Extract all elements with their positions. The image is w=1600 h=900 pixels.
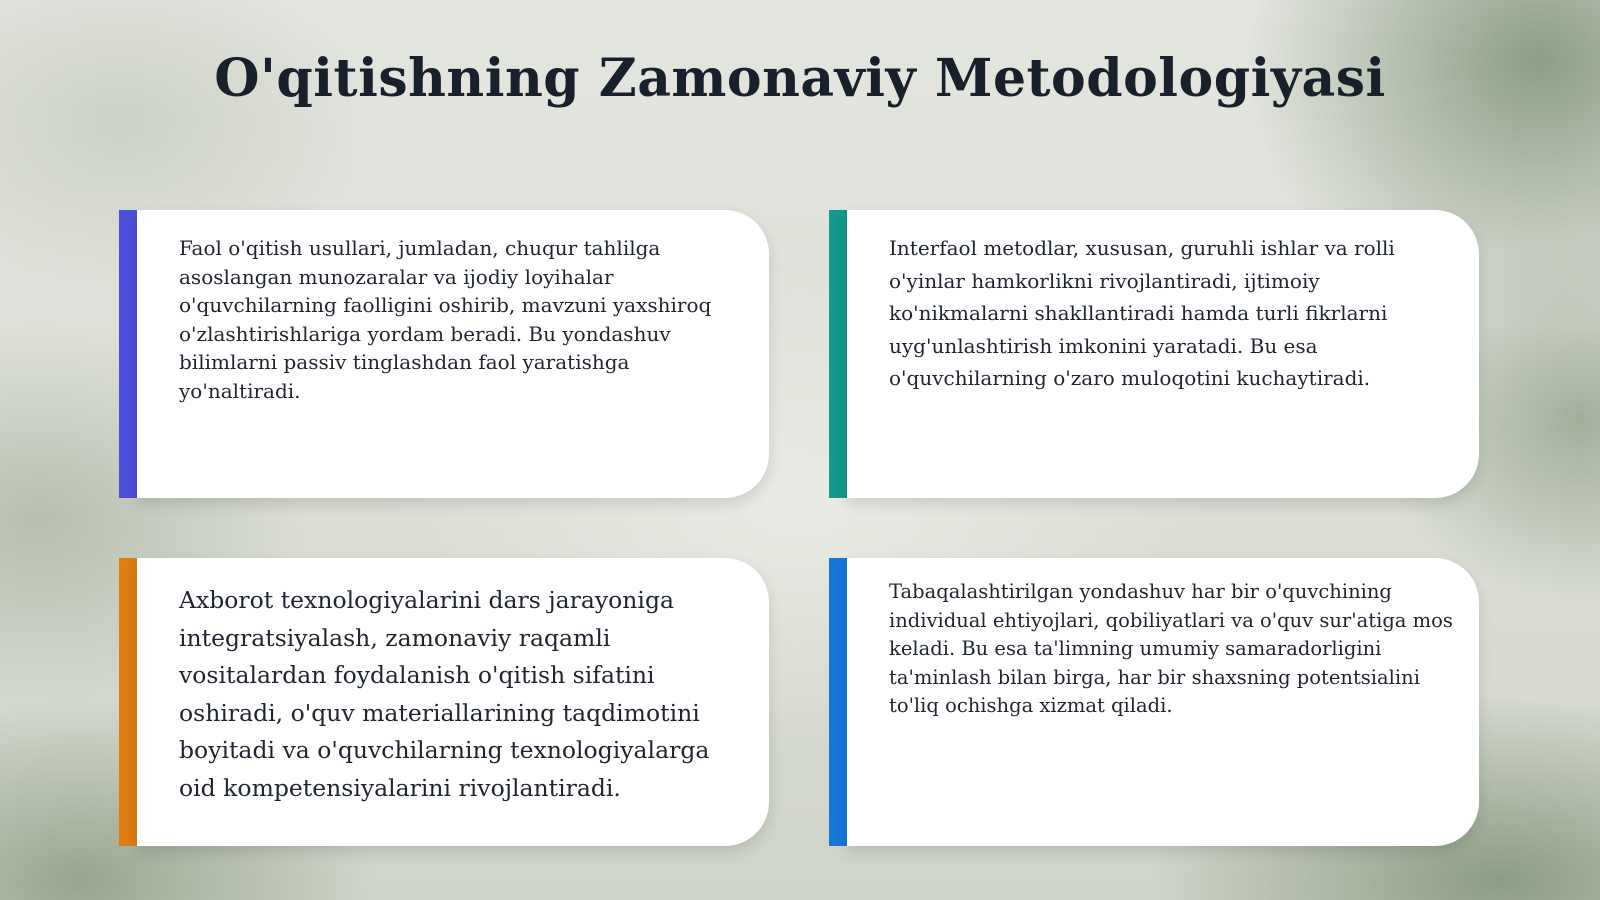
card-accent-bar — [119, 210, 137, 498]
card-panel — [847, 558, 1479, 846]
card-text: Tabaqalashtirilgan yondashuv har bir o'quvchining individual ehtiyojlari, qobiliyatlari va o'quv sur'atiga mos keladi. Bu esa ta'limning umumiy samaradorligini ta'minlash bilan birga, har bir shaxsning potentsialini to'liq ochishga xizmat qiladi. — [889, 580, 1453, 717]
slide-title: O'qitishning Zamonaviy Metodologiyasi — [214, 48, 1386, 109]
card-accent-bar — [119, 558, 137, 846]
card-accent-bar — [829, 558, 847, 846]
method-card-interactive-methods — [829, 210, 1479, 498]
method-card-differentiated-approach — [829, 558, 1479, 846]
card-text: Faol o'qitish usullari, jumladan, chuqur tahlilga asoslangan munozaralar va ijodiy loyihalar o'quvchilarning faolligini oshirib, mavzuni yaxshiroq o'zlashtirishlariga yordam beradi. Bu yondashuv bilimlarni passiv tinglashdan faol yaratishga yo'naltiradi. — [179, 236, 712, 403]
card-panel — [847, 210, 1479, 498]
card-text: Interfaol metodlar, xususan, guruhli ishlar va rolli o'yinlar hamkorlikni rivojlantiradi, ijtimoiy ko'nikmalarni shakllantiradi hamda turli fikrlarni uyg'unlashtirish imkonini yaratadi. Bu esa o'quvchilarning o'zaro muloqotini kuchaytiradi. — [889, 236, 1395, 390]
method-card-active-learning — [119, 210, 769, 498]
card-accent-bar — [829, 210, 847, 498]
method-card-it-integration — [119, 558, 769, 846]
card-panel — [137, 558, 769, 846]
card-text: Axborot texnologiyalarini dars jarayoniga integratsiyalash, zamonaviy raqamli vositalardan foydalanish o'qitish sifatini oshiradi, o'quv materiallarining taqdimotini boyitadi va o'quvchilarning texnologiyalarga oid kompetensiyalarini rivojlantiradi. — [179, 586, 710, 802]
card-panel — [137, 210, 769, 498]
